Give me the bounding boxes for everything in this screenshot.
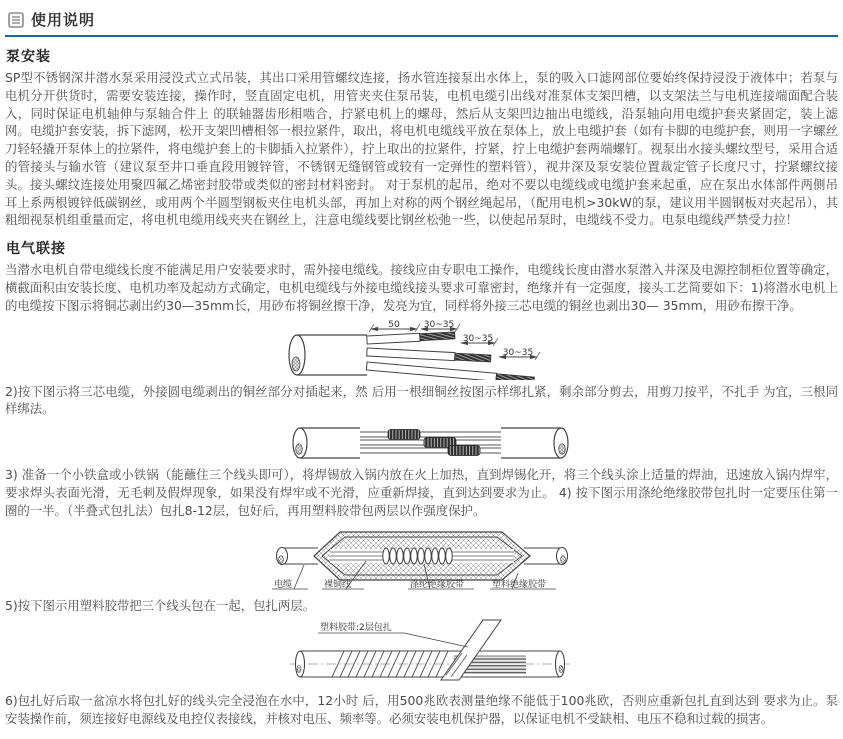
label-polyester-tape: 涤纶绝缘胶带 (409, 579, 464, 590)
dim-bare-wire-1: 30~35 (423, 319, 454, 330)
figure-strip-lengths (5, 318, 838, 380)
wire-joint-diagram (288, 421, 573, 463)
tape-layers-diagram (266, 523, 578, 594)
label-cable: 电缆 (273, 579, 292, 590)
label-plastic-tape-2-layers: 塑料胶带:2层包扎 (319, 623, 392, 634)
electrical-step3-4-text: 3) 准备一个小铁盒或小铁锅（能蘸住三个线头即可），将焊锡放入锅内放在火上加热，直到焊锡化开，将三个线头涂上适量的焊油，迅速放入锅内焊牢，要求焊头表面光滑，无毛刺及假焊现象，如果没有焊牢或不光滑，应重新焊接，直到达到要求为止。 4) 按下图示用涤纶绝缘胶带包扎时一定要压住第一圈的一半。（半叠式包扎法）包扎8-12层，包好后，再用塑料胶带包两层以作强度保护。 (5, 467, 838, 518)
dim-insulation-length: 50 (387, 319, 400, 330)
dim-bare-wire-2: 30~35 (462, 333, 493, 344)
figure-wire-joints (23, 421, 838, 463)
heading-electrical: 电气联接 (6, 241, 66, 258)
electrical-intro-text: 当潜水电机自带电缆线长度不能满足用户安装要求时，需外接电缆线。接线应由专职电工操作，电缆线长度由潜水泵潜入井深及电源控制柜位置等确定，横截面积由安装长度、电机功率及起动方式确定，电机电缆线与外接电缆线接头要求可靠密封，绝缘并有一定强度，接头工艺简要如下：1)将潜水电机上的电缆按下图示将铜芯剥出约30—35mm长，用砂布将铜丝擦干净，发亮为宜，同样将外接三芯电缆的铜丝也剥出30— 35mm，用砂布擦干净。 (5, 262, 838, 313)
header-divider (5, 35, 838, 37)
label-plastic-tape: 塑料绝缘胶带 (491, 579, 546, 590)
electrical-step5-text: 5)按下图示用塑料胶带把三个线头包在一起，包扎两层。 (5, 597, 316, 613)
page-title: 使用说明 (31, 11, 96, 29)
label-bare-copper: 裸铜线 (323, 579, 351, 590)
electrical-step2-text: 2)按下图示将三芯电缆，外接圆电缆剥出的铜丝部分对插起来，然 后用一根细铜丝按图示样绑扎紧，剩余部分剪去，用剪刀按平，不扎手 为宜，三根同样绑法。 (5, 383, 838, 417)
electrical-step6-text: 6)包扎好后取一盆凉水将包扎好的线头完全浸泡在水中，12小时 后，用500兆欧表测量绝缘不能低于100兆欧，否则应重新包扎直到达到 要求为止。泵安装操作前，须连接好电源线及电控仪表接线，并核对电压、频率等。必须安装电机保护器，以保证电机不受缺相、电压不稳和过载的损害。 (5, 693, 838, 727)
figure-plastic-tape-wrap (23, 617, 838, 689)
heading-pump-install: 泵安装 (6, 49, 51, 65)
figure-tape-layers (5, 523, 838, 594)
plastic-tape-wrap-diagram (290, 617, 572, 689)
document-icon (8, 12, 24, 28)
dim-bare-wire-3: 30~35 (502, 347, 533, 358)
strip-length-diagram (287, 318, 557, 380)
section-header (5, 6, 838, 35)
pump-install-text: SP型不锈钢深井潜水泵采用浸没式立式吊装，其出口采用管螺纹连接，扬水管连接泵出水体上，泵的吸入口滤网部位要始终保持浸没于液体中；若泵与电机分开供货时，需要安装连接，操作时，竖直固定电机，用管夹夹住泵吊装，电机电缆引出线对准泵体支架凹槽，以支架法兰与电机连接端面配合装入，同时保证电机轴伸与泵轴合件上 的联轴器齿形相啮合，拧紧电机上的螺母，然后从支架凹边抽出电缆线，沿泵轴向用电缆护套夹紧固定，装上滤网。电缆护套安装，拆下滤网，松开支架凹槽相邻一根拉紧件，取出，将电机电缆线平放在泵体上，放上电缆护套（如有卡脚的电缆护套，则用一字螺丝刀轻轻撬开泵体上的拉紧件，将电缆护套上的卡脚插入拉紧件），拧上取出的拉紧件，拧紧，拧上电缆护套两端螺钉。视泵出水接头螺纹型号，采用合适的管接头与输水管（建议泵至井口垂直段用镀锌管，不锈钢无缝钢管或较有一定弹性的塑料管），视井深及泵安装位置裁定管子长度尺寸，拧紧螺纹接头。接头螺纹连接处用聚四氟乙烯密封胶带或类似的密封材料密封。 对于泵机的起吊，绝对不要以电缆线或电缆护套来起重，应在泵出水体部件两侧吊耳上系两根镀锌低碳钢丝，或用两个半圆型钢板夹住电机头部，再加上对称的两个钢丝绳起吊，（配用电机>30kW的泵，建议用半圆钢板对夹起吊），其粗细视泵机组重量而定，将电机电缆用线夹夹在钢丝上，注意电缆线要比钢丝松弛一些，以使起吊泵时，电缆线不受力。电泵电缆线严禁受力拉！ (5, 70, 838, 228)
